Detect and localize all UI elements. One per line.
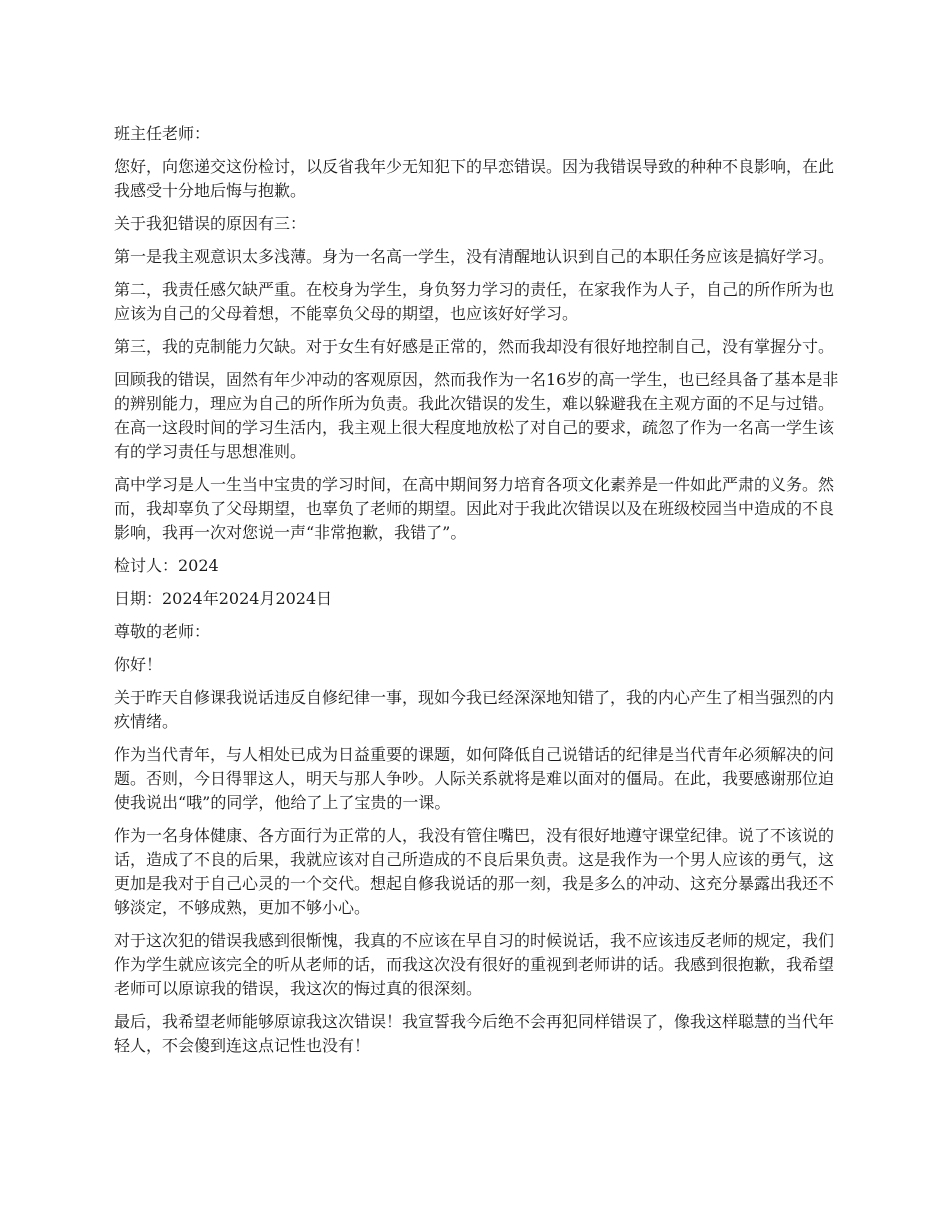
paragraph: 关于昨天自修课我说话违反自修纪律一事，现如今我已经深深地知错了，我的内心产生了相当强烈的内疚情绪。	[114, 688, 835, 731]
paragraph: 回顾我的错误，固然有年少冲动的客观原因，然而我作为一名16岁的高一学生，也已经具备了基本是非的辨别能力，理应为自己的所作所为负责。我此次错误的发生，难以躲避我在主观方面的不足与过错。在高一这段时间的学习生活内，我主观上很大程度地放松了对自己的要求，疏忽了作为一名高一学生该有的学习责任与思想准则。	[114, 370, 839, 461]
salutation-class-teacher: 班主任老师：	[114, 124, 211, 143]
salutation-teacher: 尊敬的老师：	[114, 622, 211, 641]
paragraph: 关于我犯错误的原因有三：	[114, 214, 307, 233]
paragraph: 第三，我的克制能力欠缺。对于女生有好感是正常的，然而我却没有很好地控制自己，没有掌握分寸。	[114, 337, 835, 356]
paragraph: 第二，我责任感欠缺严重。在校身为学生，身负努力学习的责任，在家我作为人子，自己的所作所为也应该为自己的父母着想，不能辜负父母的期望，也应该好好学习。	[114, 280, 835, 323]
signature-line: 检讨人：2024	[114, 556, 219, 575]
paragraph: 您好，向您递交这份检讨，以反省我年少无知犯下的早恋错误。因为我错误导致的种种不良影响，在此我感受十分地后悔与抱歉。	[114, 157, 835, 200]
date-line: 日期：2024年2024月2024日	[114, 589, 333, 608]
paragraph: 作为当代青年，与人相处已成为日益重要的课题，如何降低自己说错话的纪律是当代青年必须解决的问题。否则，今日得罪这人，明天与那人争吵。人际关系就将是难以面对的僵局。在此，我要感谢那位迫使我说出“哦”的同学，他给了上了宝贵的一课。	[114, 745, 835, 812]
paragraph: 作为一名身体健康、各方面行为正常的人，我没有管住嘴巴，没有很好地遵守课堂纪律。说了不该说的话，造成了不良的后果，我就应该对自己所造成的不良后果负责。这是我作为一个男人应该的勇气，这更加是我对于自己心灵的一个交代。想起自修我说话的那一刻，我是多么的冲动、这充分暴露出我还不够淡定，不够成熟，更加不够小心。	[114, 826, 835, 917]
paragraph: 对于这次犯的错误我感到很惭愧，我真的不应该在早自习的时候说话，我不应该违反老师的规定，我们作为学生就应该完全的听从老师的话，而我这次没有很好的重视到老师讲的话。我感到很抱歉，我希望老师可以原谅我的错误，我这次的悔过真的很深刻。	[114, 931, 835, 998]
closing-paragraph: 最后，我希望老师能够原谅我这次错误！我宣誓我今后绝不会再犯同样错误了，像我这样聪慧的当代年轻人，不会傻到连这点记性也没有！	[114, 1012, 835, 1055]
paragraph: 第一是我主观意识太多浅薄。身为一名高一学生，没有清醒地认识到自己的本职任务应该是搞好学习。	[114, 247, 835, 266]
paragraph: 高中学习是人一生当中宝贵的学习时间，在高中期间努力培育各项文化素养是一件如此严肃的义务。然而，我却辜负了父母期望，也辜负了老师的期望。因此对于我此次错误以及在班级校园当中造成的不良影响，我再一次对您说一声“非常抱歉，我错了”。	[114, 475, 835, 542]
document-body	[114, 122, 840, 1067]
greeting: 你好！	[114, 655, 163, 674]
